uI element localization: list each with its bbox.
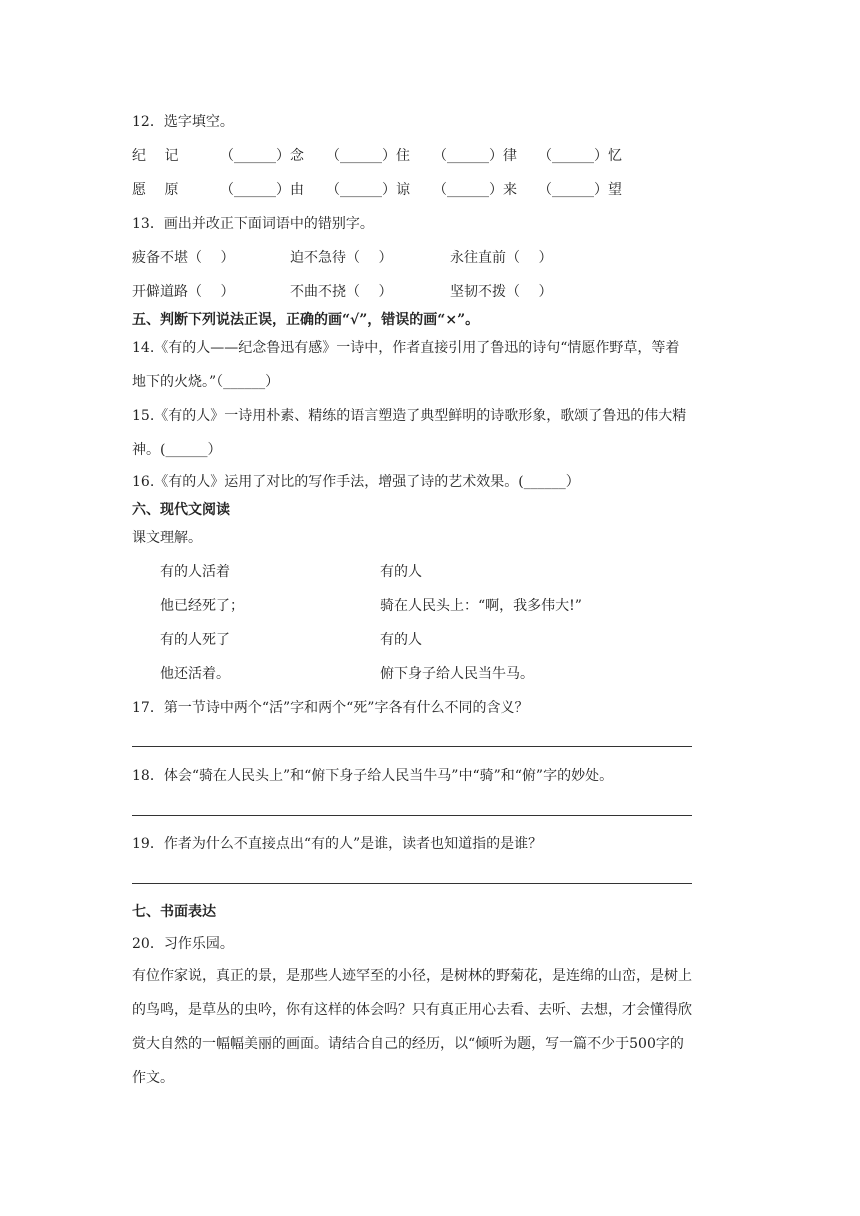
q15-line1: 15.《有的人》一诗用朴素、精练的语言塑造了典型鲜明的诗歌形象，歌颂了鲁迅的伟大精 [132,408,687,424]
q14-line1: 14.《有的人——纪念鲁迅有感》一诗中，作者直接引用了鲁迅的诗句“情愿作野草，等着 [132,340,680,356]
q12-row1-chars: 纪 记 [132,148,179,164]
q13-row2-item: 开僻道路（ ） [132,284,235,300]
q20-paragraph-line: 有位作家说，真正的景，是那些人迹罕至的小径，是树林的野菊花，是连绵的山峦，是树上 [132,968,692,984]
q15-line2: 神。(______） [132,442,222,458]
q20-title: 20．习作乐园。 [132,936,234,952]
poem-left-line: 有的人死了 [160,632,230,648]
q13-row1-item: 疲备不堪（ ） [132,250,235,266]
q20-paragraph-line: 作文。 [132,1070,174,1086]
q12-row1-item: （______）念 [220,148,304,164]
q13-row1-item: 迫不急待（ ） [290,250,393,266]
q12-row2-item: （______）望 [538,182,622,198]
q12-row2-chars: 愿 原 [132,182,179,198]
poem-left-line: 他已经死了； [160,598,244,614]
poem-right-line: 俯下身子给人民当牛马。 [380,666,534,682]
poem-left-line: 他还活着。 [160,666,230,682]
q16: 16.《有的人》运用了对比的写作手法，增强了诗的艺术效果。(______） [132,474,580,490]
section5-heading: 五、判断下列说法正误，正确的画“√”，错误的画“×”。 [132,312,480,328]
q12-row1-item: （______）住 [326,148,410,164]
q18: 18．体会“骑在人民头上”和“俯下身子给人民当牛马”中“骑”和“俯”字的妙处。 [132,768,614,784]
q20-paragraph-line: 的鸟鸣，是草丛的虫吟，你有这样的体会吗？只有真正用心去看、去听、去想，才会懂得欣 [132,1002,692,1018]
q13-row1-item: 永往直前（ ） [450,250,553,266]
q12-row2-item: （______）由 [220,182,304,198]
q18-answer-line[interactable] [132,815,692,816]
q12-title: 12．选字填空。 [132,114,234,130]
q13-title: 13．画出并改正下面词语中的错别字。 [132,216,374,232]
q17-answer-line[interactable] [132,746,692,747]
q20-paragraph-line: 赏大自然的一幅幅美丽的画面。请结合自己的经历，以“倾听为题，写一篇不少于500字的 [132,1036,684,1052]
q12-row1-item: （______）忆 [538,148,622,164]
poem-right-line: 骑在人民头上：“啊，我多伟大!” [380,598,582,614]
q12-row1-item: （______）律 [433,148,517,164]
q14-line2: 地下的火烧。”（______） [132,374,280,390]
q13-row2-item: 坚韧不拨（ ） [450,284,553,300]
q19: 19．作者为什么不直接点出“有的人”是谁，读者也知道指的是谁？ [132,836,543,852]
section6-intro: 课文理解。 [132,530,202,546]
q12-row2-item: （______）谅 [326,182,410,198]
poem-left-line: 有的人活着 [160,564,230,580]
poem-right-line: 有的人 [380,632,422,648]
q12-row2-item: （______）来 [433,182,517,198]
q17: 17．第一节诗中两个“活”字和两个“死”字各有什么不同的含义？ [132,700,529,716]
q19-answer-line[interactable] [132,883,692,884]
section7-heading: 七、书面表达 [132,904,216,920]
q13-row2-item: 不曲不挠（ ） [290,284,393,300]
section6-heading: 六、现代文阅读 [132,502,230,518]
poem-right-line: 有的人 [380,564,422,580]
